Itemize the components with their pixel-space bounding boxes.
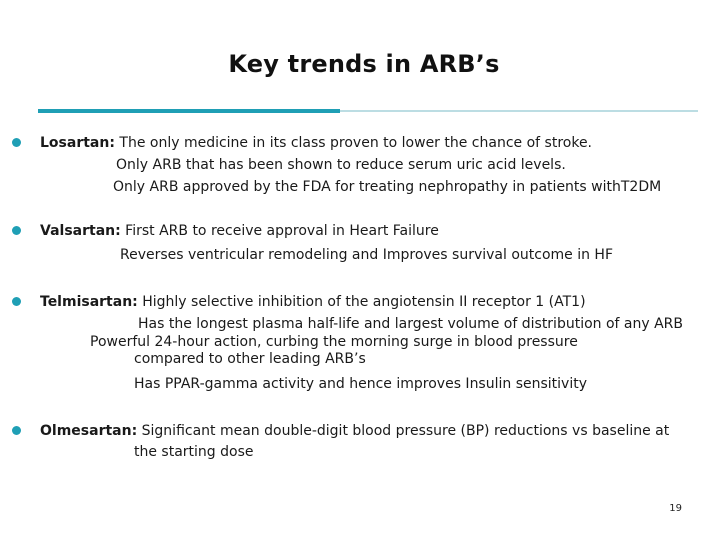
bullet-text: The only medicine in its class proven to lower the chance of stroke. <box>119 135 593 151</box>
sub-line: Powerful 24-hour action, curbing the morning surge in blood pressure <box>90 334 578 350</box>
bullet-icon <box>12 297 21 306</box>
title-divider-light <box>340 110 698 112</box>
drug-name: Olmesartan: <box>40 423 138 439</box>
sub-line: Reverses ventricular remodeling and Improves survival outcome in HF <box>120 247 614 263</box>
bullet-item-olmesartan <box>40 422 669 440</box>
sub-line: Has PPAR-gamma activity and hence improves Insulin sensitivity <box>134 376 587 392</box>
page-number: 19 <box>669 503 682 514</box>
sub-line: Only ARB that has been shown to reduce serum uric acid levels. <box>116 157 566 173</box>
title-divider <box>38 109 698 113</box>
bullet-icon <box>12 138 21 147</box>
bullet-text: Significant mean double-digit blood pressure (BP) reductions vs baseline at <box>141 423 670 439</box>
slide-title: Key trends in ARB’s <box>228 50 500 78</box>
bullet-icon <box>12 226 21 235</box>
bullet-item-telmisartan <box>40 293 586 311</box>
sub-line: Only ARB approved by the FDA for treating nephropathy in patients withT2DM <box>113 179 662 195</box>
drug-name: Losartan: <box>40 135 115 151</box>
bullet-text: Highly selective inhibition of the angiotensin II receptor 1 (AT1) <box>142 294 586 310</box>
bullet-icon <box>12 426 21 435</box>
sub-line: compared to other leading ARB’s <box>134 351 366 367</box>
sub-line: Has the longest plasma half-life and largest volume of distribution of any ARB <box>138 316 684 332</box>
bullet-item-valsartan <box>40 222 439 240</box>
drug-name: Valsartan: <box>40 223 121 239</box>
bullet-text: First ARB to receive approval in Heart Failure <box>125 223 439 239</box>
drug-name: Telmisartan: <box>40 294 138 310</box>
bullet-item-losartan <box>40 134 592 152</box>
sub-line: the starting dose <box>134 444 254 460</box>
title-divider-accent <box>38 109 340 113</box>
